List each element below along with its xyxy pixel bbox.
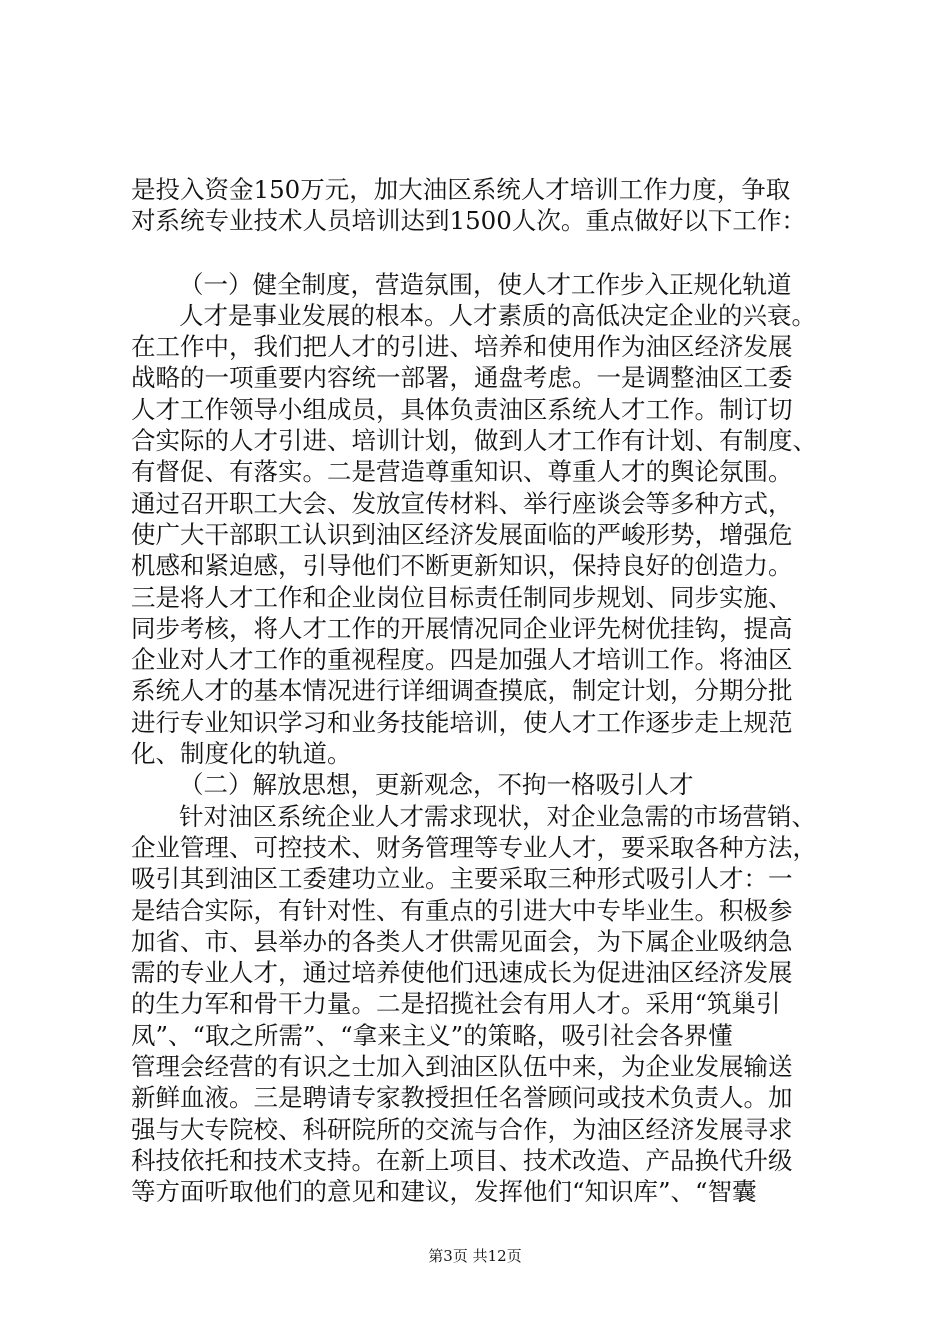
text-line: 强与大专院校、科研院所的交流与合作，为油区经济发展寻求	[131, 1114, 793, 1144]
text-line: 通过召开职工大会、发放宣传材料、举行座谈会等多种方式，	[131, 488, 793, 518]
text-line: 的生力军和骨干力量。二是招揽社会有用人才。采用“筑巢引	[131, 989, 781, 1019]
text-line: 科技依托和技术支持。在新上项目、技术改造、产品换代升级	[131, 1145, 793, 1175]
paragraph-gap	[131, 237, 831, 269]
text-line: 吸引其到油区工委建功立业。主要采取三种形式吸引人才：一	[131, 864, 793, 894]
document-body	[131, 174, 831, 1208]
text-line: 对系统专业技术人员培训达到1500人次。重点做好以下工作：	[131, 206, 806, 236]
text-line: 战略的一项重要内容统一部署，通盘考虑。一是调整油区工委	[131, 363, 793, 393]
text-line: 等方面听取他们的意见和建议，发挥他们“知识库”、“智囊	[131, 1177, 757, 1207]
text-line: 化、制度化的轨道。	[131, 739, 352, 769]
text-line: 是投入资金150万元，加大油区系统人才培训工作力度，争取	[131, 175, 791, 204]
page-footer: 第3页 共12页	[428, 1247, 522, 1265]
text-line: 使广大干部职工认识到油区经济发展面临的严峻形势，增强危	[131, 519, 793, 549]
text-line: 管理会经营的有识之士加入到油区队伍中来，为企业发展输送	[131, 1052, 793, 1082]
text-line: 新鲜血液。三是聘请专家教授担任名誉顾问或技术负责人。加	[131, 1083, 793, 1113]
text-line: 机感和紧迫感，引导他们不断更新知识，保持良好的创造力。	[131, 551, 793, 581]
text-line: 企业管理、可控技术、财务管理等专业人才，要采取各种方法，	[131, 832, 817, 862]
text-line: 加省、市、县举办的各类人才供需见面会，为下属企业吸纳急	[131, 926, 793, 956]
text-line: 是结合实际，有针对性、有重点的引进大中专毕业生。积极参	[131, 895, 793, 925]
text-line: 系统人才的基本情况进行详细调查摸底，制定计划，分期分批	[131, 676, 793, 706]
section-heading: （二）解放思想，更新观念，不拘一格吸引人才	[179, 770, 694, 800]
text-line: 企业对人才工作的重视程度。四是加强人才培训工作。将油区	[131, 645, 793, 675]
text-line: 需的专业人才，通过培养使他们迅速成长为促进油区经济发展	[131, 958, 793, 988]
text-line: 同步考核，将人才工作的开展情况同企业评先树优挂钩，提高	[131, 613, 793, 643]
text-line: 人才工作领导小组成员，具体负责油区系统人才工作。制订切	[131, 394, 793, 424]
section-heading: （一）健全制度，营造氛围，使人才工作步入正规化轨道	[179, 269, 792, 299]
text-line: 凤”、“取之所需”、“拿来主义”的策略，吸引社会各界懂	[131, 1020, 733, 1050]
text-line: 合实际的人才引进、培训计划，做到人才工作有计划、有制度、	[131, 426, 817, 456]
text-line: 三是将人才工作和企业岗位目标责任制同步规划、同步实施、	[131, 582, 793, 612]
text-line: 针对油区系统企业人才需求现状，对企业急需的市场营销、	[179, 801, 816, 831]
text-line: 进行专业知识学习和业务技能培训，使人才工作逐步走上规范	[131, 707, 793, 737]
text-line: 在工作中，我们把人才的引进、培养和使用作为油区经济发展	[131, 332, 793, 362]
text-line: 有督促、有落实。二是营造尊重知识、尊重人才的舆论氛围。	[131, 457, 793, 487]
text-line: 人才是事业发展的根本。人才素质的高低决定企业的兴衰。	[179, 300, 816, 330]
